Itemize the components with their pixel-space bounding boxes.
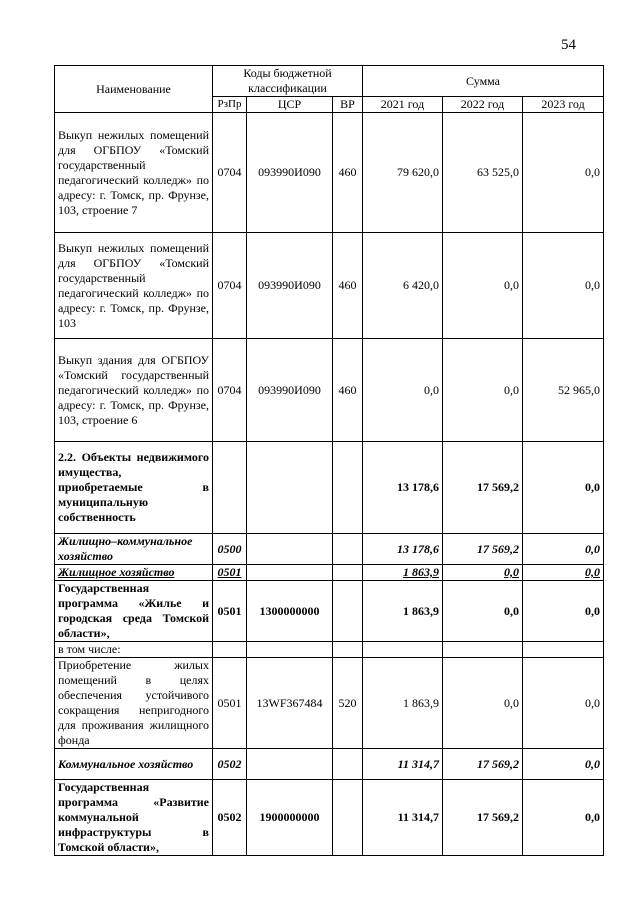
row-2021: 11 314,7	[363, 749, 443, 780]
row-csr	[247, 565, 333, 581]
row-2023: 0,0	[523, 565, 604, 581]
row-2022: 17 569,2	[443, 442, 523, 534]
header-name: Наименование	[55, 66, 213, 113]
row-csr	[247, 534, 333, 565]
header-2021: 2021 год	[363, 97, 443, 113]
row-2023: 0,0	[523, 442, 604, 534]
row-2021: 79 620,0	[363, 113, 443, 233]
row-name: Государственная программа «Развитие коммунальной инфраструктуры в Томской области»,	[55, 780, 213, 856]
row-2023: 0,0	[523, 658, 604, 749]
row-csr	[247, 749, 333, 780]
row-2021: 13 178,6	[363, 442, 443, 534]
row-2023: 0,0	[523, 534, 604, 565]
row-vr: 460	[333, 339, 363, 442]
table-row	[55, 780, 604, 856]
row-2022: 0,0	[443, 658, 523, 749]
row-2023: 0,0	[523, 233, 604, 339]
row-rzpr: 0704	[213, 339, 247, 442]
row-csr: 093990И090	[247, 113, 333, 233]
table-row	[55, 581, 604, 642]
header-rzpr: РзПр	[213, 97, 247, 113]
row-2021: 1 863,9	[363, 581, 443, 642]
row-2023: 0,0	[523, 113, 604, 233]
row-vr	[333, 780, 363, 856]
row-name: Выкуп нежилых помещений для ОГБПОУ «Томский государственный педагогический колледж» по адресу: г. Томск, пр. Фрунзе, 103, строение 7	[55, 113, 213, 233]
row-2022: 17 569,2	[443, 780, 523, 856]
header-2022: 2022 год	[443, 97, 523, 113]
row-2021: 6 420,0	[363, 233, 443, 339]
row-rzpr: 0501	[213, 581, 247, 642]
row-csr	[247, 442, 333, 534]
row-rzpr: 0704	[213, 233, 247, 339]
table-row	[55, 658, 604, 749]
row-name: Выкуп нежилых помещений для ОГБПОУ «Томский государственный педагогический колледж» по адресу: г. Томск, пр. Фрунзе, 103	[55, 233, 213, 339]
row-rzpr: 0502	[213, 749, 247, 780]
row-rzpr	[213, 442, 247, 534]
header-vr: ВР	[333, 97, 363, 113]
table-row	[55, 534, 604, 565]
row-vr	[333, 749, 363, 780]
row-csr: 1900000000	[247, 780, 333, 856]
header-codes: Коды бюджетной классификации	[213, 66, 363, 97]
table-row	[55, 339, 604, 442]
table-row	[55, 113, 604, 233]
row-rzpr: 0502	[213, 780, 247, 856]
row-name: Жилищно–коммунальное хозяйство	[55, 534, 213, 565]
row-2021	[363, 642, 443, 658]
row-2022: 17 569,2	[443, 534, 523, 565]
row-vr: 520	[333, 658, 363, 749]
row-vr	[333, 581, 363, 642]
row-rzpr: 0501	[213, 658, 247, 749]
row-rzpr	[213, 642, 247, 658]
row-2023: 52 965,0	[523, 339, 604, 442]
row-vr	[333, 565, 363, 581]
row-2022: 0,0	[443, 233, 523, 339]
row-2022	[443, 642, 523, 658]
row-rzpr: 0704	[213, 113, 247, 233]
row-2022: 0,0	[443, 339, 523, 442]
page-number: 54	[561, 37, 576, 53]
table-row	[55, 233, 604, 339]
table-row	[55, 749, 604, 780]
row-2022: 0,0	[443, 565, 523, 581]
row-csr	[247, 642, 333, 658]
row-2022: 17 569,2	[443, 749, 523, 780]
row-name: Государственная программа «Жилье и городская среда Томской области»,	[55, 581, 213, 642]
row-csr: 093990И090	[247, 339, 333, 442]
row-name: Жилищное хозяйство	[55, 565, 213, 581]
row-name: Выкуп здания для ОГБПОУ «Томский государственный педагогический колледж» по адресу: г. Томск, пр. Фрунзе, 103, строение 6	[55, 339, 213, 442]
row-2023: 0,0	[523, 780, 604, 856]
row-2022: 63 525,0	[443, 113, 523, 233]
row-name: Приобретение жилых помещений в целях обеспечения устойчивого сокращения непригодного для проживания жилищного фонда	[55, 658, 213, 749]
row-vr	[333, 442, 363, 534]
row-csr: 13WF367484	[247, 658, 333, 749]
row-vr: 460	[333, 233, 363, 339]
row-2023	[523, 642, 604, 658]
row-2021: 13 178,6	[363, 534, 443, 565]
header-2023: 2023 год	[523, 97, 604, 113]
row-vr	[333, 642, 363, 658]
row-csr: 1300000000	[247, 581, 333, 642]
table-row	[55, 642, 604, 658]
row-vr	[333, 534, 363, 565]
row-2022: 0,0	[443, 581, 523, 642]
row-2021: 0,0	[363, 339, 443, 442]
header-csr: ЦСР	[247, 97, 333, 113]
row-vr: 460	[333, 113, 363, 233]
row-name: в том числе:	[55, 642, 213, 658]
budget-table	[54, 65, 604, 856]
table-row	[55, 565, 604, 581]
table-row	[55, 442, 604, 534]
row-rzpr: 0501	[213, 565, 247, 581]
row-name: 2.2. Объекты недвижимого имущества, приобретаемые в муниципальную собственность	[55, 442, 213, 534]
row-2021: 1 863,9	[363, 658, 443, 749]
row-rzpr: 0500	[213, 534, 247, 565]
header-sum: Сумма	[363, 66, 604, 97]
row-name: Коммунальное хозяйство	[55, 749, 213, 780]
row-2021: 11 314,7	[363, 780, 443, 856]
row-csr: 093990И090	[247, 233, 333, 339]
row-2023: 0,0	[523, 749, 604, 780]
row-2021: 1 863,9	[363, 565, 443, 581]
row-2023: 0,0	[523, 581, 604, 642]
